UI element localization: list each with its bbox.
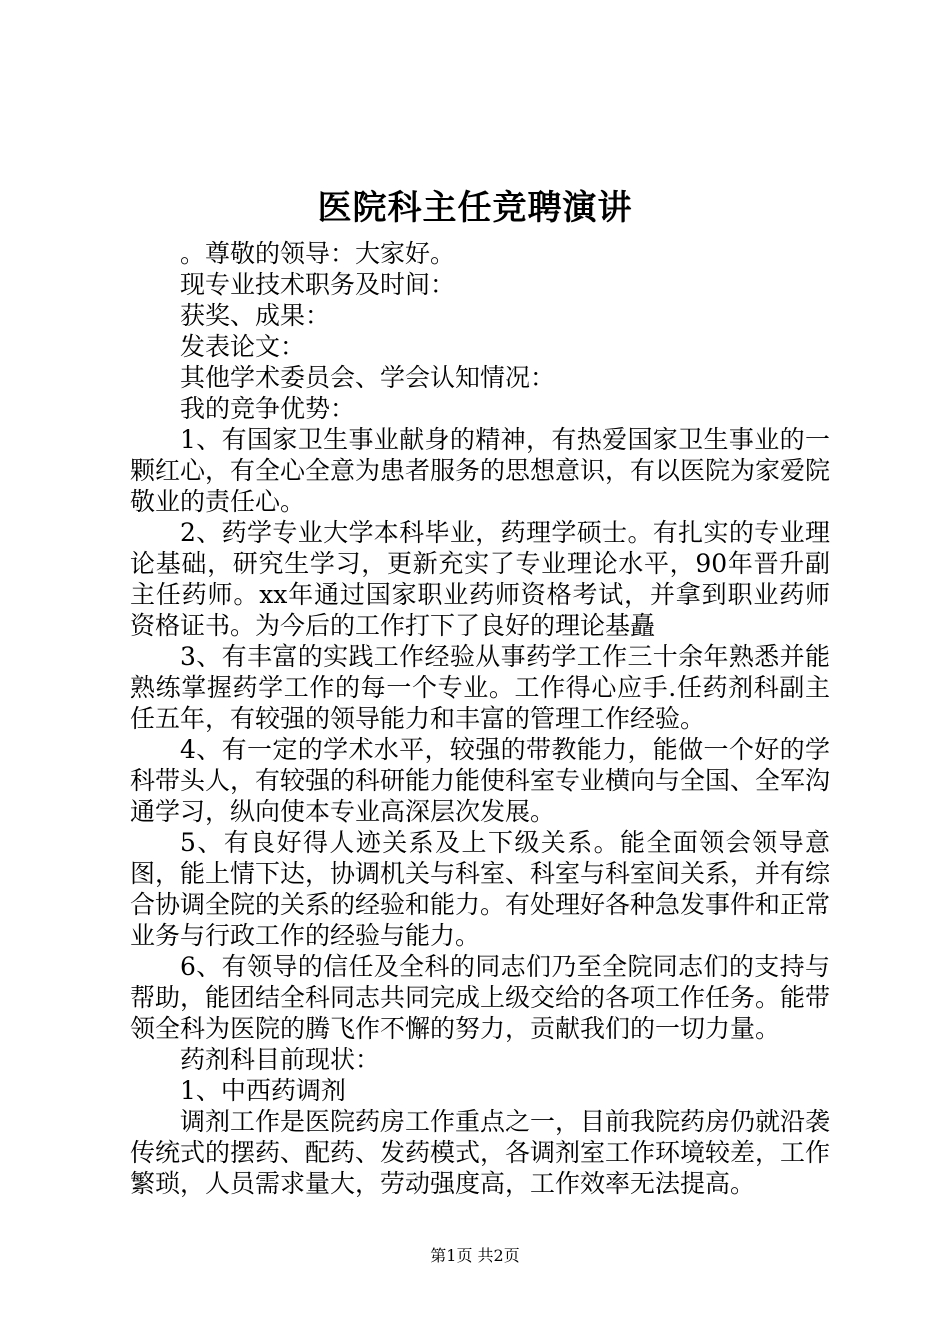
document-body bbox=[130, 238, 830, 1199]
paragraph-advantage-5: 5、有良好得人迹关系及上下级关系。能全面领会领导意图，能上情下达，协调机关与科室、科室与科室间关系，并有综合协调全院的关系的经验和能力。有处理好各种急发事件和正常业务与行政工作的经验与能力。 bbox=[130, 828, 831, 950]
paragraph-position: 现专业技术职务及时间： bbox=[180, 270, 456, 299]
paragraph-status-heading: 药剂科目前现状： bbox=[180, 1045, 381, 1074]
paragraph-dispensing: 调剂工作是医院药房工作重点之一，目前我院药房仍就沿袭传统式的摆药、配药、发药模式，各调剂室工作环境较差，工作繁琐，人员需求量大，劳动强度高，工作效率无法提高。 bbox=[130, 1107, 831, 1198]
paragraph-greeting: 。尊敬的领导：大家好。 bbox=[180, 239, 456, 268]
paragraph-advantage-3: 3、有丰富的实践工作经验从事药学工作三十余年熟悉并能熟练掌握药学工作的每一个专业。工作得心应手.任药剂科副主任五年，有较强的领导能力和丰富的管理工作经验。 bbox=[130, 642, 830, 733]
document-title: 医院科主任竞聘演讲 bbox=[317, 188, 633, 228]
paragraph-advantages-heading: 我的竞争优势： bbox=[180, 394, 356, 423]
paragraph-advantage-1: 1、有国家卫生事业献身的精神，有热爱国家卫生事业的一颗红心，有全心全意为患者服务的思想意识，有以医院为家爱院敬业的责任心。 bbox=[130, 425, 831, 516]
paragraph-papers: 发表论文： bbox=[180, 332, 306, 361]
paragraph-awards: 获奖、成果： bbox=[180, 301, 331, 330]
paragraph-advantage-2: 2、药学专业大学本科毕业，药理学硕士。有扎实的专业理论基础，研究生学习，更新充实了专业理论水平，90年晋升副主任药师。xx年通过国家职业药师资格考试，并拿到职业药师资格证书。为今后的工作打下了良好的理论基矗 bbox=[130, 518, 830, 640]
paragraph-advantage-6: 6、有领导的信任及全科的同志们乃至全院同志们的支持与帮助，能团结全科同志共同完成上级交给的各项工作任务。能带领全科为医院的腾飞作不懈的努力，贡献我们的一切力量。 bbox=[130, 952, 831, 1043]
paragraph-committees: 其他学术委员会、学会认知情况： bbox=[180, 363, 556, 392]
paragraph-advantage-4: 4、有一定的学术水平，较强的带教能力，能做一个好的学科带头人，有较强的科研能力能使科室专业横向与全国、全军沟通学习，纵向使本专业高深层次发展。 bbox=[130, 735, 831, 826]
page-footer: 第1页 共2页 bbox=[430, 1246, 520, 1265]
paragraph-status-item-1: 1、中西药调剂 bbox=[180, 1076, 346, 1105]
